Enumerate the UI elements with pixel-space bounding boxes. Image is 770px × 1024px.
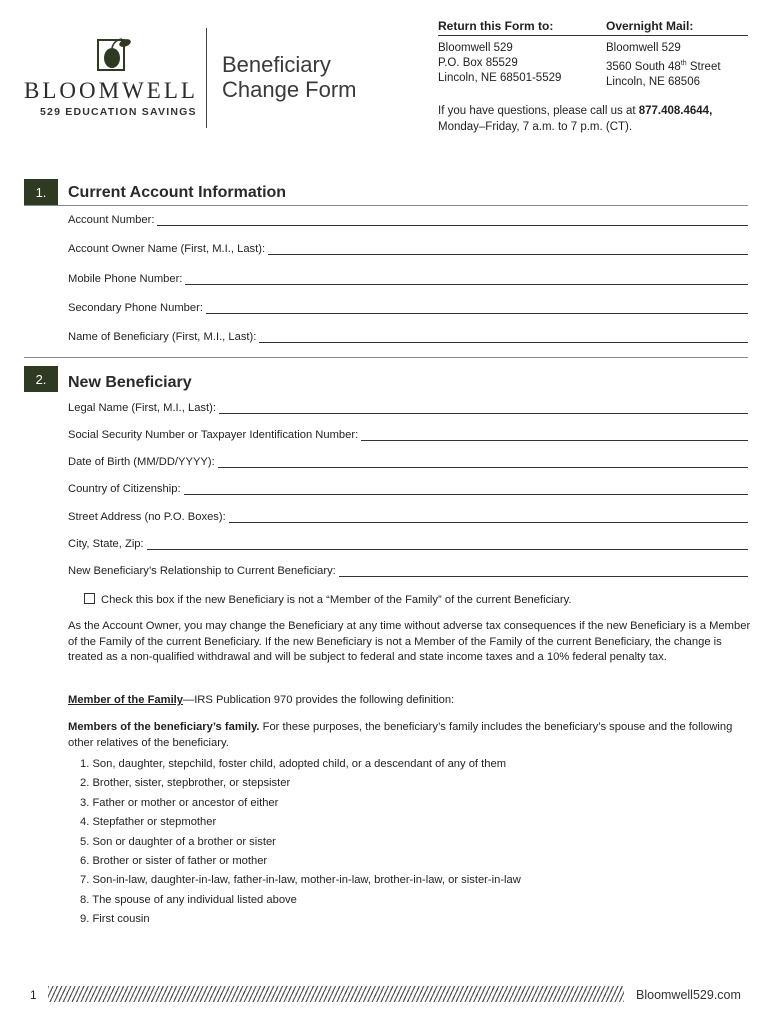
list-item: 3. Father or mother or ancestor of either xyxy=(80,796,279,809)
list-item: 4. Stepfather or stepmother xyxy=(80,816,217,829)
not-family-checkbox[interactable] xyxy=(84,593,95,604)
section-2-title: New Beneficiary xyxy=(68,374,192,391)
members-definition: Members of the beneficiary’s family. For these purposes, the beneficiary’s family includes the beneficiary’s spouse and the following other relatives of the beneficiary. xyxy=(68,721,733,749)
section-1-badge: 1. xyxy=(24,179,58,205)
current-beneficiary-name-field[interactable]: Name of Beneficiary (First, M.I., Last): xyxy=(68,331,748,343)
overnight-address xyxy=(606,41,721,90)
street-address-field[interactable]: Street Address (no P.O. Boxes): xyxy=(68,511,748,523)
country-of-citizenship-field[interactable]: Country of Citizenship: xyxy=(68,483,748,495)
brand-subtitle: 529 EDUCATION SAVINGS xyxy=(40,106,197,118)
change-paragraph: As the Account Owner, you may change the Beneficiary at any time without adverse tax consequences if the new Beneficiary is a Member of the Family of the current Beneficiary. If the new Beneficiary is not a Member of the Family of the current Beneficiary, the change is treated as a non-qualified withdrawal and will be subject to federal and state income taxes and a 10% federal penalty tax. xyxy=(68,620,751,663)
not-family-checkbox-row[interactable] xyxy=(84,593,572,606)
contact-phone: 877.408.4644, xyxy=(638,105,713,117)
brand-name: BLOOMWELL xyxy=(24,78,198,103)
list-item: 8. The spouse of any individual listed above xyxy=(80,893,297,906)
bloomwell-logo-icon xyxy=(96,36,136,74)
family-members-list xyxy=(80,758,521,933)
city-state-zip-field[interactable]: City, State, Zip: xyxy=(68,538,748,550)
section-1-title: Current Account Information xyxy=(68,184,287,201)
list-item: 1. Son, daughter, stepchild, foster child, adopted child, or a descendant of any of them xyxy=(80,758,507,770)
form-title-line2: Change Form xyxy=(222,77,357,102)
page-number: 1 xyxy=(30,988,37,1002)
overnight-mail-heading: Overnight Mail: xyxy=(606,19,694,33)
form-title xyxy=(222,52,357,102)
account-number-field[interactable]: Account Number: xyxy=(68,214,748,226)
list-item: 6. Brother or sister of father or mother xyxy=(80,854,268,867)
return-address xyxy=(438,41,561,86)
address-rule xyxy=(438,35,748,36)
section-1-end-rule xyxy=(24,357,748,358)
return-address-line: Lincoln, NE 68501-5529 xyxy=(438,72,562,84)
date-of-birth-field[interactable]: Date of Birth (MM/DD/YYYY): xyxy=(68,456,748,468)
mobile-phone-field[interactable]: Mobile Phone Number: xyxy=(68,273,748,285)
contact-info: If you have questions, please call us at 877.408.4644, Monday–Friday, 7 a.m. to 7 p.m. (CT). xyxy=(438,105,713,133)
overnight-address-line: Bloomwell 529 xyxy=(606,42,681,54)
overnight-address-line: Lincoln, NE 68506 xyxy=(606,75,700,88)
section-2-badge: 2. xyxy=(24,366,58,392)
member-of-family-heading: Member of the Family—IRS Publication 970 provides the following definition: xyxy=(68,694,455,706)
account-owner-name-field[interactable]: Account Owner Name (First, M.I., Last): xyxy=(68,243,748,255)
list-item: 5. Son or daughter of a brother or sister xyxy=(80,835,276,848)
relationship-field[interactable]: New Beneficiary’s Relationship to Current Beneficiary: xyxy=(68,565,748,577)
secondary-phone-field[interactable]: Secondary Phone Number: xyxy=(68,302,748,314)
return-address-line: Bloomwell 529 xyxy=(438,42,513,54)
return-address-line: P.O. Box 85529 xyxy=(438,57,518,69)
new-beneficiary-legal-name-field[interactable]: Legal Name (First, M.I., Last): xyxy=(68,402,748,414)
footer-hatch-bar xyxy=(48,986,624,1002)
return-address-heading: Return this Form to: xyxy=(438,19,554,33)
not-family-checkbox-label: Check this box if the new Beneficiary is not a “Member of the Family” of the current Beneficiary. xyxy=(101,594,572,606)
overnight-address-line: 3560 South 48th Street xyxy=(606,60,721,73)
section-1-rule xyxy=(24,205,748,206)
list-item: 2. Brother, sister, stepbrother, or stepsister xyxy=(80,777,291,790)
header-divider xyxy=(206,28,207,128)
footer-url[interactable]: Bloomwell529.com xyxy=(636,988,741,1002)
list-item: 9. First cousin xyxy=(80,913,150,926)
ssn-tin-field[interactable]: Social Security Number or Taxpayer Identification Number: xyxy=(68,429,748,441)
list-item: 7. Son-in-law, daughter-in-law, father-in-law, mother-in-law, brother-in-law, or sister-in-law xyxy=(80,874,521,887)
form-title-line1: Beneficiary xyxy=(222,52,331,77)
